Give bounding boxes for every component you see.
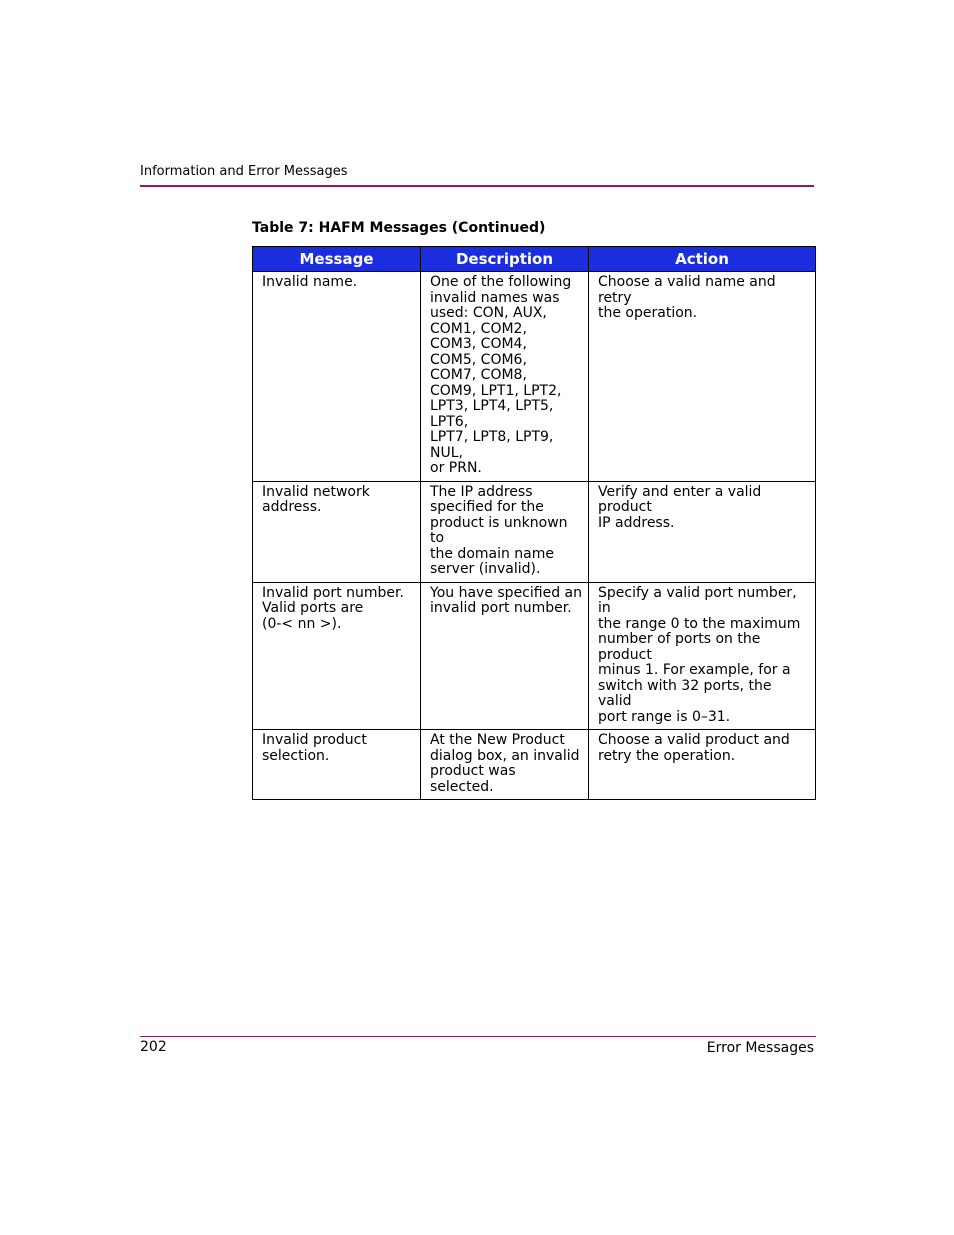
action-cell: Specify a valid port number, in the range 0 to the maximum number of ports on the product minus 1. For example, for a switch with 32 ports, the valid port range is 0–31.	[589, 582, 816, 730]
table-header-row	[253, 247, 816, 272]
table-row	[253, 481, 816, 582]
column-header-action: Action	[589, 247, 816, 272]
table-row	[253, 582, 816, 730]
message-cell: Invalid network address.	[253, 481, 421, 582]
column-header-message: Message	[253, 247, 421, 272]
column-header-description: Description	[421, 247, 589, 272]
footer-section-title: Error Messages	[706, 1040, 814, 1056]
description-cell: One of the following invalid names was used: CON, AUX, COM1, COM2, COM3, COM4, COM5, COM6, COM7, COM8, COM9, LPT1, LPT2, LPT3, LPT4, LPT5, LPT6, LPT7, LPT8, LPT9, NUL, or PRN.	[421, 272, 589, 482]
action-cell: Choose a valid product and retry the operation.	[589, 730, 816, 800]
description-cell: You have specified an invalid port number.	[421, 582, 589, 730]
table-caption: Table 7: HAFM Messages (Continued)	[252, 220, 546, 236]
page-number: 202	[140, 1039, 167, 1055]
table-row	[253, 730, 816, 800]
header-rule	[140, 185, 814, 187]
footer-rule	[140, 1036, 816, 1037]
message-cell: Invalid port number. Valid ports are (0-< nn >).	[253, 582, 421, 730]
description-cell: At the New Product dialog box, an invalid product was selected.	[421, 730, 589, 800]
description-cell: The IP address specified for the product is unknown to the domain name server (invalid).	[421, 481, 589, 582]
table-row	[253, 272, 816, 482]
message-cell: Invalid name.	[253, 272, 421, 482]
action-cell: Choose a valid name and retry the operation.	[589, 272, 816, 482]
running-header: Information and Error Messages	[140, 164, 348, 179]
action-cell: Verify and enter a valid product IP address.	[589, 481, 816, 582]
hafm-messages-table	[252, 246, 816, 800]
message-cell: Invalid product selection.	[253, 730, 421, 800]
